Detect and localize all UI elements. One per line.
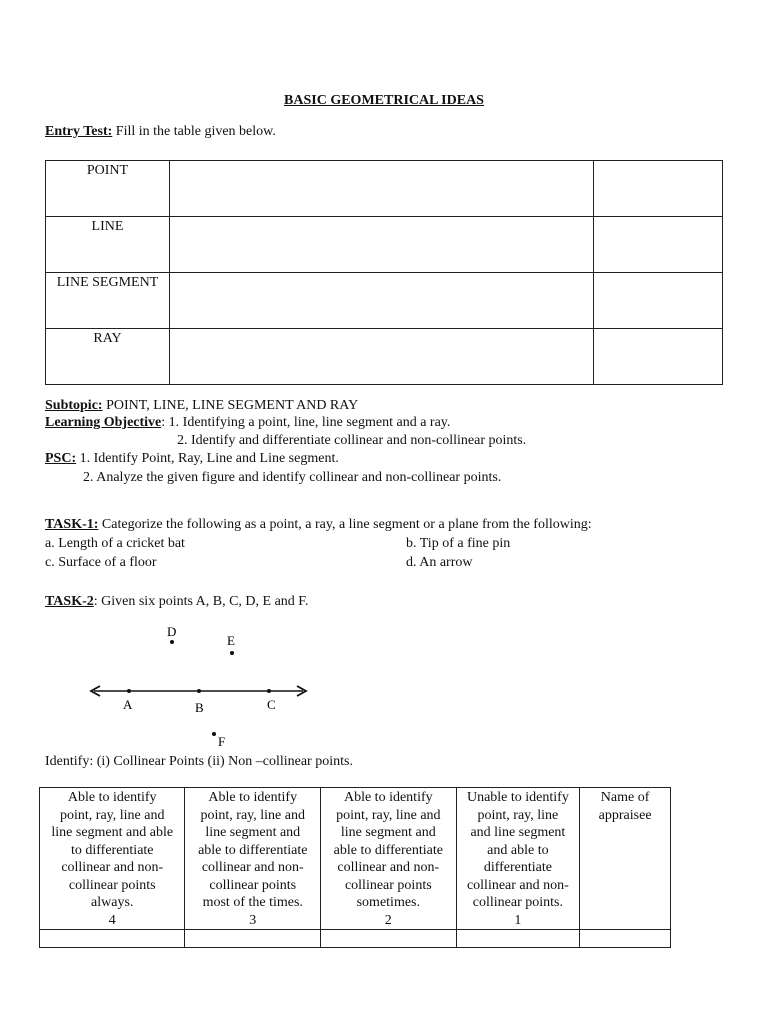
psc-label: PSC: xyxy=(45,451,77,466)
point-a xyxy=(127,689,131,693)
task1-item-b: b. Tip of a fine pin xyxy=(406,536,511,551)
table-row xyxy=(40,788,671,930)
identify-text: Identify: (i) Collinear Points (ii) Non –collinear points. xyxy=(45,754,353,769)
rubric-level-3: Able to identify point, ray, line and line segment and able to differentiate collinear and non- collinear points most of the times. 3 xyxy=(185,788,321,930)
task1-item-c: c. Surface of a floor xyxy=(45,555,157,570)
row-label-ray: RAY xyxy=(46,329,170,385)
rubric-appraisee: Name of appraisee xyxy=(580,788,671,930)
learning-objective-2: 2. Identify and differentiate collinear and non-collinear points. xyxy=(177,433,527,448)
subtopic-label: Subtopic: xyxy=(45,398,103,413)
label-e: E xyxy=(227,633,235,648)
psc-1: 1. Identify Point, Ray, Line and Line segment. xyxy=(76,451,339,466)
task1-label: TASK-1: xyxy=(45,517,99,532)
row-label-line: LINE xyxy=(46,217,170,273)
rubric-table xyxy=(39,787,671,948)
entry-test-label: Entry Test: xyxy=(45,124,113,139)
task2-text: : Given six points A, B, C, D, E and F. xyxy=(93,594,309,609)
label-c: C xyxy=(267,697,276,712)
entry-test-text: Fill in the table given below. xyxy=(112,124,276,139)
rubric-entry-cell[interactable] xyxy=(456,930,580,948)
learning-objective-label: Learning Objective xyxy=(45,415,162,430)
rubric-entry-cell[interactable] xyxy=(40,930,185,948)
row-label-point: POINT xyxy=(46,161,170,217)
task1-item-a: a. Length of a cricket bat xyxy=(45,536,185,551)
point-f xyxy=(212,732,216,736)
task2-label: TASK-2 xyxy=(45,594,94,609)
point-c xyxy=(267,689,271,693)
rubric-level-1: Unable to identify point, ray, line and line segment and able to differentiate collinear and non- collinear points. 1 xyxy=(456,788,580,930)
label-d: D xyxy=(167,624,177,639)
task1-item-d: d. An arrow xyxy=(406,555,473,570)
rubric-entry-cell[interactable] xyxy=(185,930,321,948)
label-a: A xyxy=(123,697,133,712)
rubric-level-2: Able to identify point, ray, line and line segment and able to differentiate collinear and non- collinear points sometimes. 2 xyxy=(321,788,457,930)
page-title: BASIC GEOMETRICAL IDEAS xyxy=(284,93,484,108)
table-row xyxy=(40,930,671,948)
subtopic-text: POINT, LINE, LINE SEGMENT AND RAY xyxy=(102,398,359,413)
label-f: F xyxy=(218,734,226,749)
rubric-entry-cell[interactable] xyxy=(321,930,457,948)
rubric-entry-cell[interactable] xyxy=(580,930,671,948)
label-b: B xyxy=(195,700,204,715)
task1-text: Categorize the following as a point, a ray, a line segment or a plane from the following: xyxy=(98,517,592,532)
rubric-level-4: Able to identify point, ray, line and line segment and able to differentiate collinear and non- collinear points always. 4 xyxy=(40,788,185,930)
point-e xyxy=(230,651,234,655)
row-label-line-segment: LINE SEGMENT xyxy=(46,273,170,329)
point-b xyxy=(197,689,201,693)
point-d xyxy=(170,640,174,644)
learning-objective-1: : 1. Identifying a point, line, line segment and a ray. xyxy=(161,415,451,430)
psc-2: 2. Analyze the given figure and identify collinear and non-collinear points. xyxy=(83,470,502,485)
